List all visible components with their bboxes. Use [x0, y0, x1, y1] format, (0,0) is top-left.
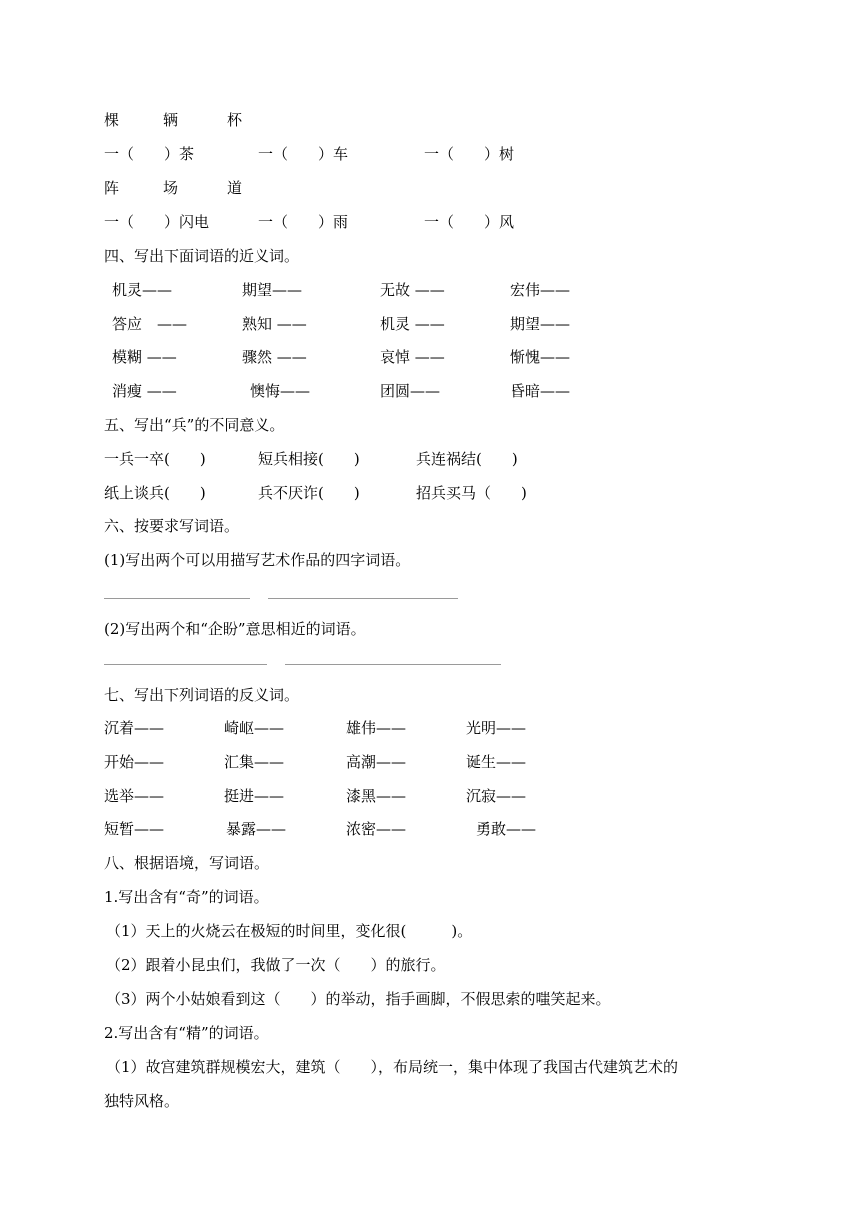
synonym-item: 答应 ——: [112, 315, 188, 333]
answer-line: [268, 598, 458, 599]
idiom-blank-item: 纸上谈兵( ): [104, 484, 206, 502]
antonym-item: 开始——: [104, 753, 165, 771]
fill-blank-item: 一（ ）风: [424, 213, 515, 231]
antonym-item: 沉着——: [104, 719, 165, 737]
question-art-words: (1)写出两个可以用描写艺术作品的四字词语。: [104, 551, 411, 569]
synonym-item: 无故 ——: [380, 281, 445, 299]
fill-blank-item: 一（ ）茶: [104, 145, 195, 163]
idiom-blank-item: 一兵一卒( ): [104, 450, 206, 468]
synonym-item: 机灵——: [112, 281, 173, 299]
subsection-title-jing: 2.写出含有“精”的词语。: [104, 1024, 269, 1042]
antonym-item: 沉寂——: [466, 787, 527, 805]
synonym-item: 懊悔——: [250, 382, 311, 400]
idiom-blank-item: 兵不厌诈( ): [258, 484, 360, 502]
idiom-blank-item: 兵连祸结( ): [416, 450, 518, 468]
synonym-item: 熟知 ——: [242, 315, 307, 333]
section-title-bing-meanings: 五、写出“兵”的不同意义。: [104, 416, 285, 434]
measure-word-option: 场: [163, 179, 179, 197]
synonym-item: 骤然 ——: [242, 348, 307, 366]
synonym-item: 机灵 ——: [380, 315, 445, 333]
fill-blank-item: 一（ ）闪电: [104, 213, 210, 231]
measure-word-option: 棵: [104, 111, 120, 129]
antonym-item: 浓密——: [346, 820, 407, 838]
antonym-item: 高潮——: [346, 753, 407, 771]
synonym-item: 期望——: [510, 315, 571, 333]
section-title-write-words: 六、按要求写词语。: [104, 517, 240, 535]
subsection-title-qi: 1.写出含有“奇”的词语。: [104, 888, 269, 906]
antonym-item: 勇敢——: [476, 820, 537, 838]
context-sentence: （1）天上的火烧云在极短的时间里，变化很( )。: [106, 922, 473, 940]
synonym-item: 哀悼 ——: [380, 348, 445, 366]
answer-line: [104, 664, 267, 665]
measure-word-option: 杯: [227, 111, 243, 129]
measure-word-option: 阵: [104, 179, 120, 197]
antonym-item: 选举——: [104, 787, 165, 805]
antonym-item: 雄伟——: [346, 719, 407, 737]
fill-blank-item: 一（ ）雨: [258, 213, 349, 231]
answer-line: [285, 664, 501, 665]
fill-blank-item: 一（ ）车: [258, 145, 349, 163]
fill-blank-item: 一（ ）树: [424, 145, 515, 163]
section-title-antonyms: 七、写出下列词语的反义词。: [104, 686, 300, 704]
synonym-item: 消瘦 ——: [112, 382, 177, 400]
answer-line: [104, 598, 250, 599]
antonym-item: 崎岖——: [224, 719, 285, 737]
measure-word-option: 道: [227, 179, 243, 197]
section-title-context-words: 八、根据语境，写词语。: [104, 854, 270, 872]
idiom-blank-item: 短兵相接( ): [258, 450, 360, 468]
context-sentence: （2）跟着小昆虫们，我做了一次（ ）的旅行。: [106, 956, 446, 974]
antonym-item: 漆黑——: [346, 787, 407, 805]
context-sentence: （1）故宫建筑群规模宏大，建筑（ ），布局统一，集中体现了我国古代建筑艺术的: [106, 1058, 679, 1076]
measure-word-option: 辆: [163, 111, 179, 129]
synonym-item: 惭愧——: [510, 348, 571, 366]
context-sentence: （3）两个小姑娘看到这（ ）的举动，指手画脚，不假思索的嗤笑起来。: [106, 990, 611, 1008]
idiom-blank-item: 招兵买马（ ): [416, 484, 527, 502]
antonym-item: 汇集——: [224, 753, 285, 771]
synonym-item: 期望——: [242, 281, 303, 299]
antonym-item: 诞生——: [466, 753, 527, 771]
synonym-item: 宏伟——: [510, 281, 571, 299]
synonym-item: 昏暗——: [510, 382, 571, 400]
section-title-synonyms: 四、写出下面词语的近义词。: [104, 247, 300, 265]
antonym-item: 光明——: [466, 719, 527, 737]
context-sentence-continuation: 独特风格。: [104, 1092, 180, 1110]
antonym-item: 挺进——: [224, 787, 285, 805]
synonym-item: 团圆——: [380, 382, 441, 400]
question-qipan-synonyms: (2)写出两个和“企盼”意思相近的词语。: [104, 620, 366, 638]
antonym-item: 暴露——: [226, 820, 287, 838]
antonym-item: 短暂——: [104, 820, 165, 838]
synonym-item: 模糊 ——: [112, 348, 177, 366]
